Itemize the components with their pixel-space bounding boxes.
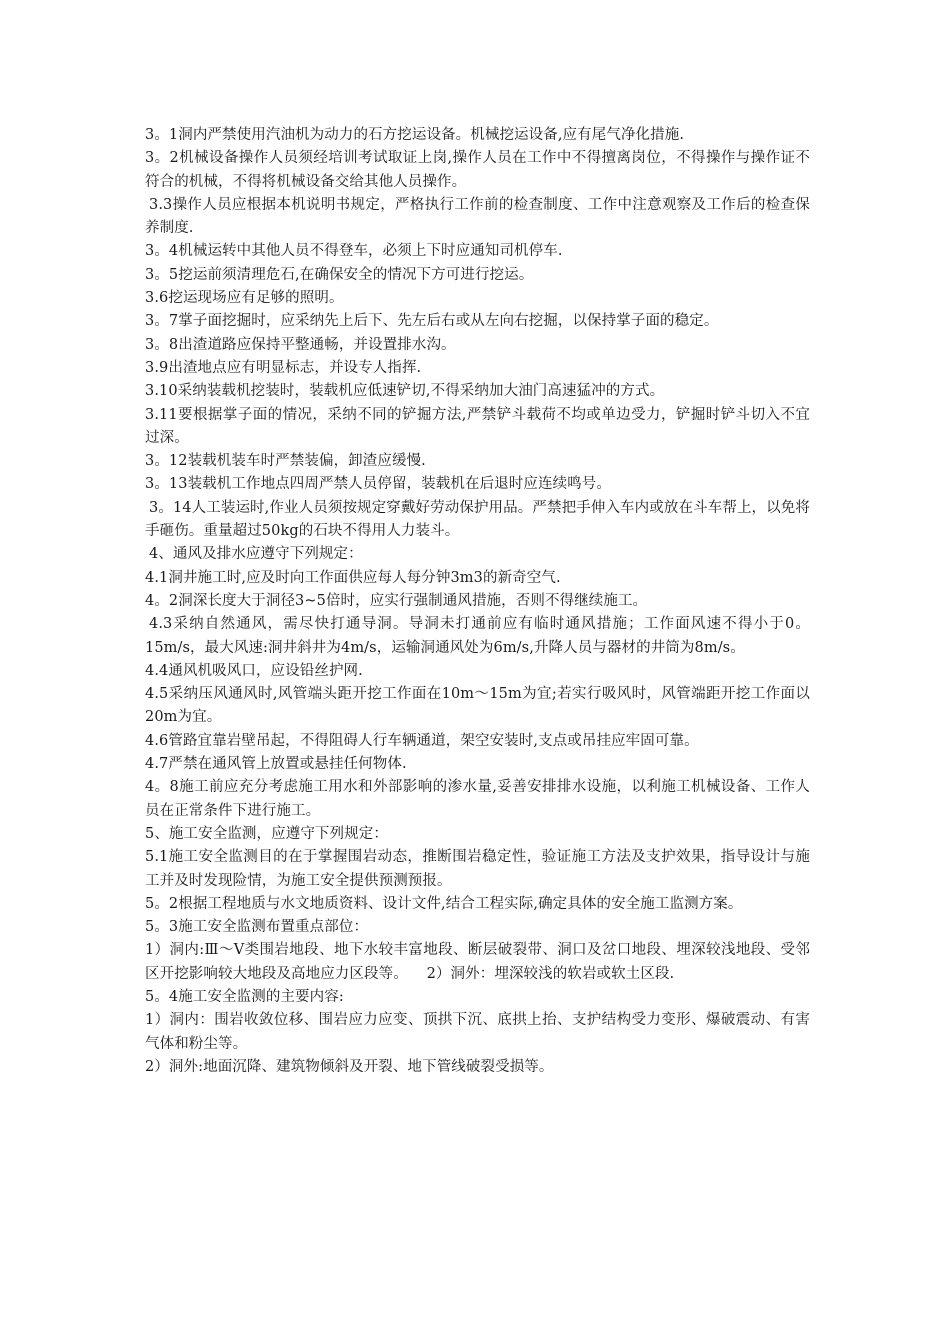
paragraph-3-1: 3。1洞内严禁使用汽油机为动力的石方挖运设备。机械挖运设备,应有尾气净化措施. [145, 127, 685, 143]
paragraph-3-12: 3。12装载机装车时严禁装偏，卸渣应缓慢. [145, 453, 426, 470]
paragraph-3-3: 3.3操作人员应根据本机说明书规定，严格执行工作前的检查制度、工作中注意观察及工作后的检查保养制度. [145, 196, 810, 237]
document-body [145, 124, 810, 1079]
paragraph-5-3: 5。3施工安全监测布置重点部位： [145, 919, 369, 936]
paragraph-4-6: 4.6管路宜靠岩壁吊起，不得阻碍人行车辆通道，架空安装时,支点或吊挂应牢固可靠。 [145, 732, 699, 749]
paragraph-5-3-items: 1）洞内:Ⅲ～Ⅴ类围岩地段、地下水较丰富地段、断层破裂带、洞口及岔口地段、埋深较浅地段、受邻区开挖影响较大地段及高地应力区段等。 2）洞外：埋深较浅的软岩或软土区段. [145, 942, 810, 982]
paragraph-5-4-item-1: 1）洞内：围岩收敛位移、围岩应力应变、顶拱下沉、底拱上抬、支护结构受力变形、爆破震动、有害气体和粉尘等。 [145, 1012, 810, 1052]
paragraph-3-6: 3.6挖运现场应有足够的照明。 [145, 290, 344, 307]
paragraph-3-2: 3。2机械设备操作人员须经培训考试取证上岗,操作人员在工作中不得擅离岗位，不得操作与操作证不符合的机械，不得将机械设备交给其他人员操作。 [145, 150, 810, 190]
paragraph-3-4: 3。4机械运转中其他人员不得登车，必须上下时应通知司机停车. [145, 243, 563, 260]
paragraph-3-5: 3。5挖运前须清理危石,在确保安全的情况下方可进行挖运。 [145, 266, 534, 283]
paragraph-4-8: 4。8施工前应充分考虑施工用水和外部影响的渗水量,妥善安排排水设施，以利施工机械设备、工作人员在正常条件下进行施工。 [145, 779, 810, 819]
paragraph-4-2: 4。2洞深长度大于洞径3~5倍时，应实行强制通风措施，否则不得继续施工。 [145, 592, 648, 609]
paragraph-5-4-item-2: 2）洞外:地面沉降、建筑物倾斜及开裂、地下管线破裂受损等。 [145, 1058, 554, 1075]
paragraph-4-1: 4.1洞井施工时,应及时向工作面供应每人每分钟3m3的新奇空气. [145, 569, 561, 586]
paragraph-3-9: 3.9出渣地点应有明显标志，并设专人指挥. [145, 359, 422, 376]
paragraph-3-8: 3。8出渣道路应保持平整通畅，并设置排水沟。 [145, 336, 456, 353]
paragraph-5-1: 5.1施工安全监测目的在于掌握围岩动态，推断围岩稳定性，验证施工方法及支护效果，指导设计与施工并及时发现险情，为施工安全提供预测预报。 [145, 849, 810, 889]
paragraph-4-5: 4.5采纳压风通风时,风管端头距开挖工作面在10m～15m为宜;若实行吸风时，风管端距开挖工作面以20m为宜。 [145, 686, 810, 726]
paragraph-3-14: 3。14人工装运时,作业人员须按规定穿戴好劳动保护用品。严禁把手伸入车内或放在斗车帮上，以免将手砸伤。重量超过50kg的石块不得用人力装斗。 [145, 499, 810, 540]
section-heading-5: 5、施工安全监测，应遵守下列规定： [145, 825, 388, 842]
paragraph-5-4: 5。4施工安全监测的主要内容: [145, 988, 344, 1005]
paragraph-5-2: 5。2根据工程地质与水文地质资料、设计文件,结合工程实际,确定具体的安全施工监测方案。 [145, 895, 743, 912]
paragraph-3-13: 3。13装载机工作地点四周严禁人员停留，装载机在后退时应连续鸣号。 [145, 476, 611, 493]
paragraph-3-10: 3.10采纳装载机挖装时，装载机应低速铲切,不得采纳加大油门高速猛冲的方式。 [145, 383, 665, 400]
section-heading-4: 4、通风及排水应遵守下列规定： [149, 546, 363, 563]
paragraph-4-7: 4.7严禁在通风管上放置或悬挂任何物体. [145, 756, 407, 773]
paragraph-4-4: 4.4通风机吸风口，应设铅丝护网. [145, 662, 363, 679]
paragraph-4-3: 4.3采纳自然通风，需尽快打通导洞。导洞未打通前应有临时通风措施；工作面风速不得小于0。15m/s，最大风速:洞井斜井为4m/s，运输洞通风处为6m/s,升降人员与器材的井筒为8m/s。 [145, 616, 810, 656]
paragraph-3-11: 3.11要根据掌子面的情况，采纳不同的铲掘方法,严禁铲斗载荷不均或单边受力，铲掘时铲斗切入不宜过深。 [145, 406, 810, 446]
paragraph-3-7: 3。7掌子面挖掘时，应采纳先上后下、先左后右或从左向右挖掘，以保持掌子面的稳定。 [145, 313, 719, 330]
